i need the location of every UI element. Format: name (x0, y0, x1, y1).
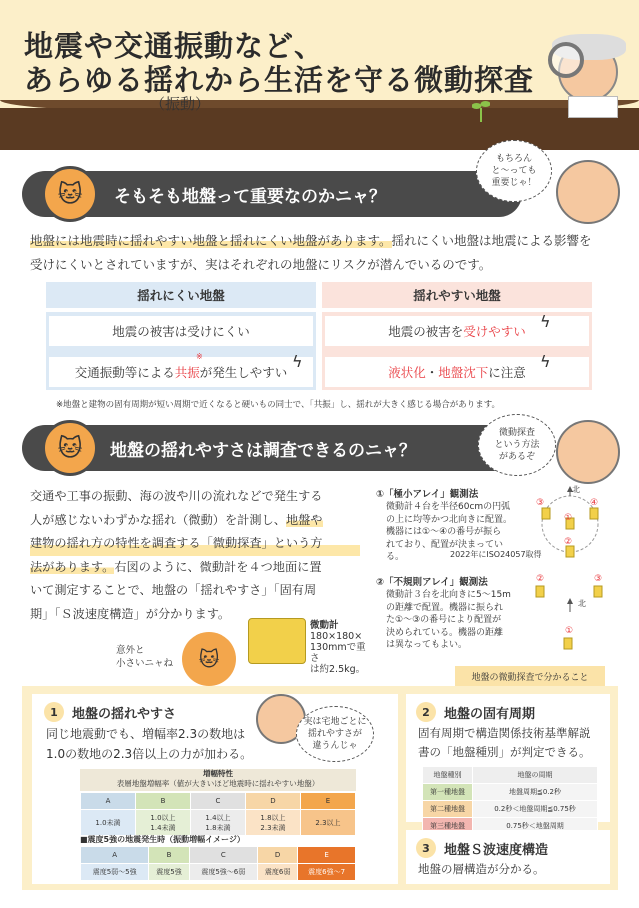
north-label: 北 (578, 599, 586, 608)
shindo-val: 震度5強 (149, 864, 189, 881)
page-title-line2: あらゆる揺れから生活を守る微動探査 (24, 63, 535, 97)
amp-val: 1.0以上 1.4未満 (136, 810, 191, 836)
result3-title: 3 地盤Ｓ波速度構造 (416, 838, 548, 858)
north-label: 北 (572, 485, 580, 494)
shindo-val: 震度6強～7 (298, 864, 356, 881)
pos-3: ③ (536, 498, 545, 508)
shake-icon: ϟ (540, 312, 551, 331)
pos-2b: ② (536, 574, 545, 584)
iso-note: 2022年にISO24057取得 (450, 550, 542, 559)
stable-row2: 交通振動等による 共振 が発生しやすい (49, 357, 313, 387)
amp-col: E (301, 793, 356, 810)
shake-icon: ϟ (540, 352, 551, 371)
result1-text: 同じ地震動でも、増幅率2.3の数地は 1.0の数地の2.3倍以上の力が加わる。 (46, 727, 253, 761)
shaky-row1: 地震の被害を 受けやすい (325, 316, 589, 346)
amp-col: B (136, 793, 191, 810)
ground-table: 地盤種別 地盤の周期 第一種地盤 地盤周期≦0.2秒 第二種地盤 0.2秒＜地盤周期≦0.75秒 第三種地盤 0.75秒＜地盤周期 (422, 766, 598, 835)
professor-speech-bubble: 微動探査 という方法 があるぞ (478, 414, 556, 476)
method2-text: 微動計３台を北向きに5～15m の距離で配置。機器に振られ た①～③の番号により配置が 決められている。機器の距離 は異なってもよい。 (386, 590, 511, 650)
professor-avatar (556, 160, 620, 224)
shindo-val: 震度5強～6弱 (189, 864, 257, 881)
section2-paragraph: 交通や工事の振動、海の波や川の流れなどで発生する 人が感じないわずかな揺れ（微動）を計測し、地盤や 建物の揺れ方の特性を調査する「微動探査」という方 法があります。右図のように、微動計を４つ地面に置 いて測定することで、地盤の「揺れやすさ」「固有周 期」「Ｓ波速度構造」が分かります。 (30, 485, 360, 626)
page-title-line1: 地震や交通振動など、 (24, 29, 325, 63)
amp-col: A (81, 793, 136, 810)
section1-paragraph: 地盤には地震時に揺れやすい地盤と揺れにくい地盤があります。揺れにくい地盤は地震による影響を 受けにくいとされていますが、実はそれぞれの地盤にリスクが潜んでいるのです。 (30, 233, 592, 272)
professor-speech-bubble: 実は宅地ごとに 揺れやすさが 違うんじゃ (296, 706, 374, 762)
pos-4: ④ (590, 498, 599, 508)
amp-table (80, 792, 356, 836)
col-head-stable: 揺れにくい地盤 (46, 282, 316, 308)
professor-illustration (548, 22, 634, 118)
results-tag: 地盤の微動探査で分かること (455, 666, 605, 686)
amp-col: C (191, 793, 246, 810)
cat-avatar: 🐱 (42, 420, 98, 476)
method1-title: ①「極小アレイ」観測法 (376, 489, 479, 500)
cat-avatar: 🐱 (42, 166, 98, 222)
result1-title: 1 地盤の揺れやすさ (44, 702, 176, 722)
page-title-sub: （振動） (150, 95, 211, 113)
stable-row1: 地震の被害は受けにくい (49, 316, 313, 346)
method2-diagram (530, 572, 620, 652)
amp-val: 1.8以上 2.3未満 (246, 810, 301, 836)
result2-title: 2 地盤の固有周期 (416, 702, 535, 722)
seismometer-device (248, 618, 306, 664)
professor-avatar (556, 420, 620, 484)
pos-1: ① (564, 513, 573, 523)
amp-col: D (246, 793, 301, 810)
pos-1b: ① (565, 626, 574, 636)
cat-comment: 意外と 小さいニャね (116, 645, 174, 669)
shake-icon: ϟ (292, 352, 303, 371)
amp-val: 1.0未満 (81, 810, 136, 836)
amp-val: 2.3以上 (301, 810, 356, 836)
pos-3b: ③ (594, 574, 603, 584)
footnote: ※地盤と建物の固有周期が短い周期で近くなると硬いもの同士で、「共振」し、揺れが大きく感じる場合があります。 (56, 400, 501, 410)
soil-band (0, 108, 639, 150)
pos-2: ② (564, 537, 573, 547)
shaky-row2: 液状化 ・ 地盤沈下 に注意 (325, 357, 589, 387)
note-mark: ※ (196, 352, 203, 361)
amp-val: 1.4以上 1.8未満 (191, 810, 246, 836)
device-info: 微動計 180×180× 130mmで重さ は約2.5kg。 (310, 620, 366, 675)
method2-title: ②「不規則アレイ」観測法 (376, 577, 488, 588)
shindo-table: A B C D E 震度5弱～5強 震度5強 震度5強～6弱 震度6弱 震度6強～7 (80, 846, 356, 881)
method1-text: 微動計４台を半径60cmの円弧 の上に均等かつ北向きに配置。 機器には①～④の番号が振ら れており、配置が決まってい る。 (386, 502, 513, 562)
section1-heading: そもそも地盤って重要なのかニャ？ (114, 186, 386, 207)
section2-heading: 地盤の揺れやすさは調査できるのニャ？ (110, 440, 416, 461)
amp-header: 増幅特性 表層地盤増幅率（値が大きいほど地震時に揺れやすい地盤） (80, 769, 356, 791)
shindo-val: 震度5弱～5強 (81, 864, 149, 881)
professor-speech-bubble: もちろん と～っても 重要じゃ！ (476, 140, 552, 202)
sprout-icon (472, 98, 490, 122)
shindo-val: 震度6弱 (257, 864, 297, 881)
col-head-shaky: 揺れやすい地盤 (322, 282, 592, 308)
shindo-title: ■震度5強の地震発生時（振動増幅イメージ） (80, 835, 245, 844)
cat-illustration: 🐱 (182, 632, 236, 686)
result2-text: 固有周期で構造関係技術基準解説 書の「地盤種別」が判定できる。 (418, 726, 591, 759)
magnifier-icon (548, 42, 584, 78)
result3-text: 地盤の層構造が分かる。 (418, 862, 545, 876)
